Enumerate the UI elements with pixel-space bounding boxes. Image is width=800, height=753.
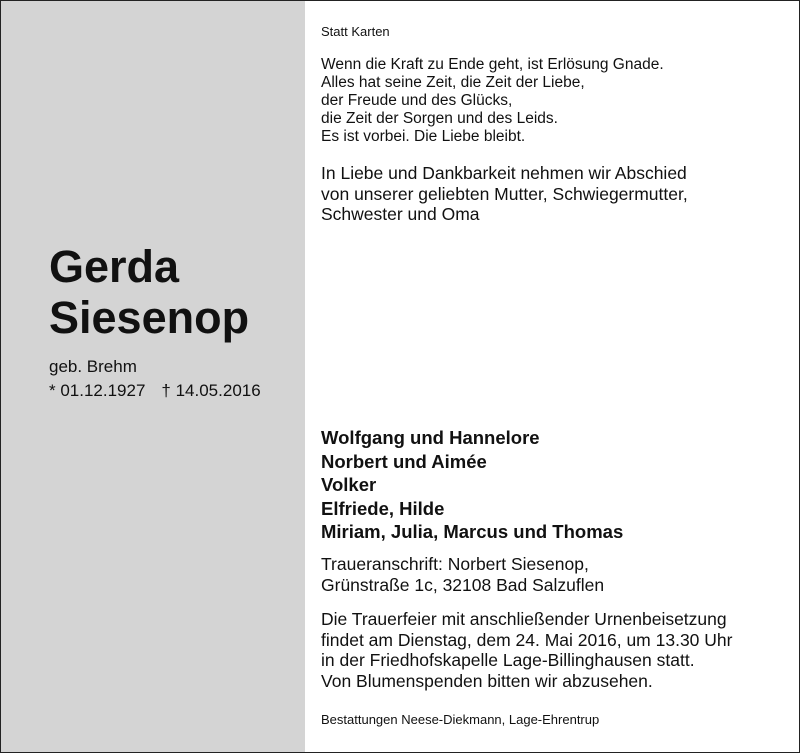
poem-line: Alles hat seine Zeit, die Zeit der Liebe, bbox=[321, 74, 585, 91]
poem-line: Es ist vorbei. Die Liebe bleibt. bbox=[321, 128, 526, 145]
address-line: Grünstraße 1c, 32108 Bad Salzuflen bbox=[321, 574, 605, 595]
mourner-line: Elfriede, Hilde bbox=[321, 497, 445, 519]
poem bbox=[321, 56, 664, 146]
farewell-line: von unserer geliebten Mutter, Schwiegermutter, bbox=[321, 183, 688, 204]
mourners-list bbox=[321, 426, 623, 544]
header-text: Statt Karten bbox=[321, 24, 390, 39]
life-dates bbox=[49, 381, 261, 401]
ceremony-line: Von Blumenspenden bitten wir abzusehen. bbox=[321, 670, 653, 691]
ceremony-info bbox=[321, 609, 732, 691]
ceremony-line: in der Friedhofskapelle Lage-Billinghausen statt. bbox=[321, 650, 695, 670]
address-line: Traueranschrift: Norbert Siesenop, bbox=[321, 554, 589, 574]
farewell-text bbox=[321, 163, 688, 225]
last-name: Siesenop bbox=[49, 292, 250, 343]
mourner-line: Volker bbox=[321, 474, 377, 495]
farewell-line: Schwester und Oma bbox=[321, 204, 480, 224]
poem-line: Wenn die Kraft zu Ende geht, ist Erlösung Gnade. bbox=[321, 56, 664, 73]
birth-date: * 01.12.1927 bbox=[49, 381, 146, 400]
deceased-name bbox=[49, 241, 249, 343]
mourner-line: Norbert und Aimée bbox=[321, 450, 487, 472]
undertaker: Bestattungen Neese-Diekmann, Lage-Ehrentrup bbox=[321, 712, 600, 727]
poem-line: die Zeit der Sorgen und des Leids. bbox=[321, 110, 558, 127]
mourner-line: Wolfgang und Hannelore bbox=[321, 427, 540, 448]
mourning-address bbox=[321, 554, 604, 595]
born-name: geb. Brehm bbox=[49, 357, 137, 376]
name-panel bbox=[1, 1, 305, 752]
first-name: Gerda bbox=[49, 241, 180, 292]
ceremony-line: Die Trauerfeier mit anschließender Urnenbeisetzung bbox=[321, 609, 727, 629]
mourner-line: Miriam, Julia, Marcus und Thomas bbox=[321, 521, 624, 542]
ceremony-line: findet am Dienstag, dem 24. Mai 2016, um 13.30 Uhr bbox=[321, 629, 733, 650]
poem-line: der Freude und des Glücks, bbox=[321, 92, 513, 109]
farewell-line: In Liebe und Dankbarkeit nehmen wir Abschied bbox=[321, 163, 687, 183]
death-date: † 14.05.2016 bbox=[161, 381, 261, 400]
